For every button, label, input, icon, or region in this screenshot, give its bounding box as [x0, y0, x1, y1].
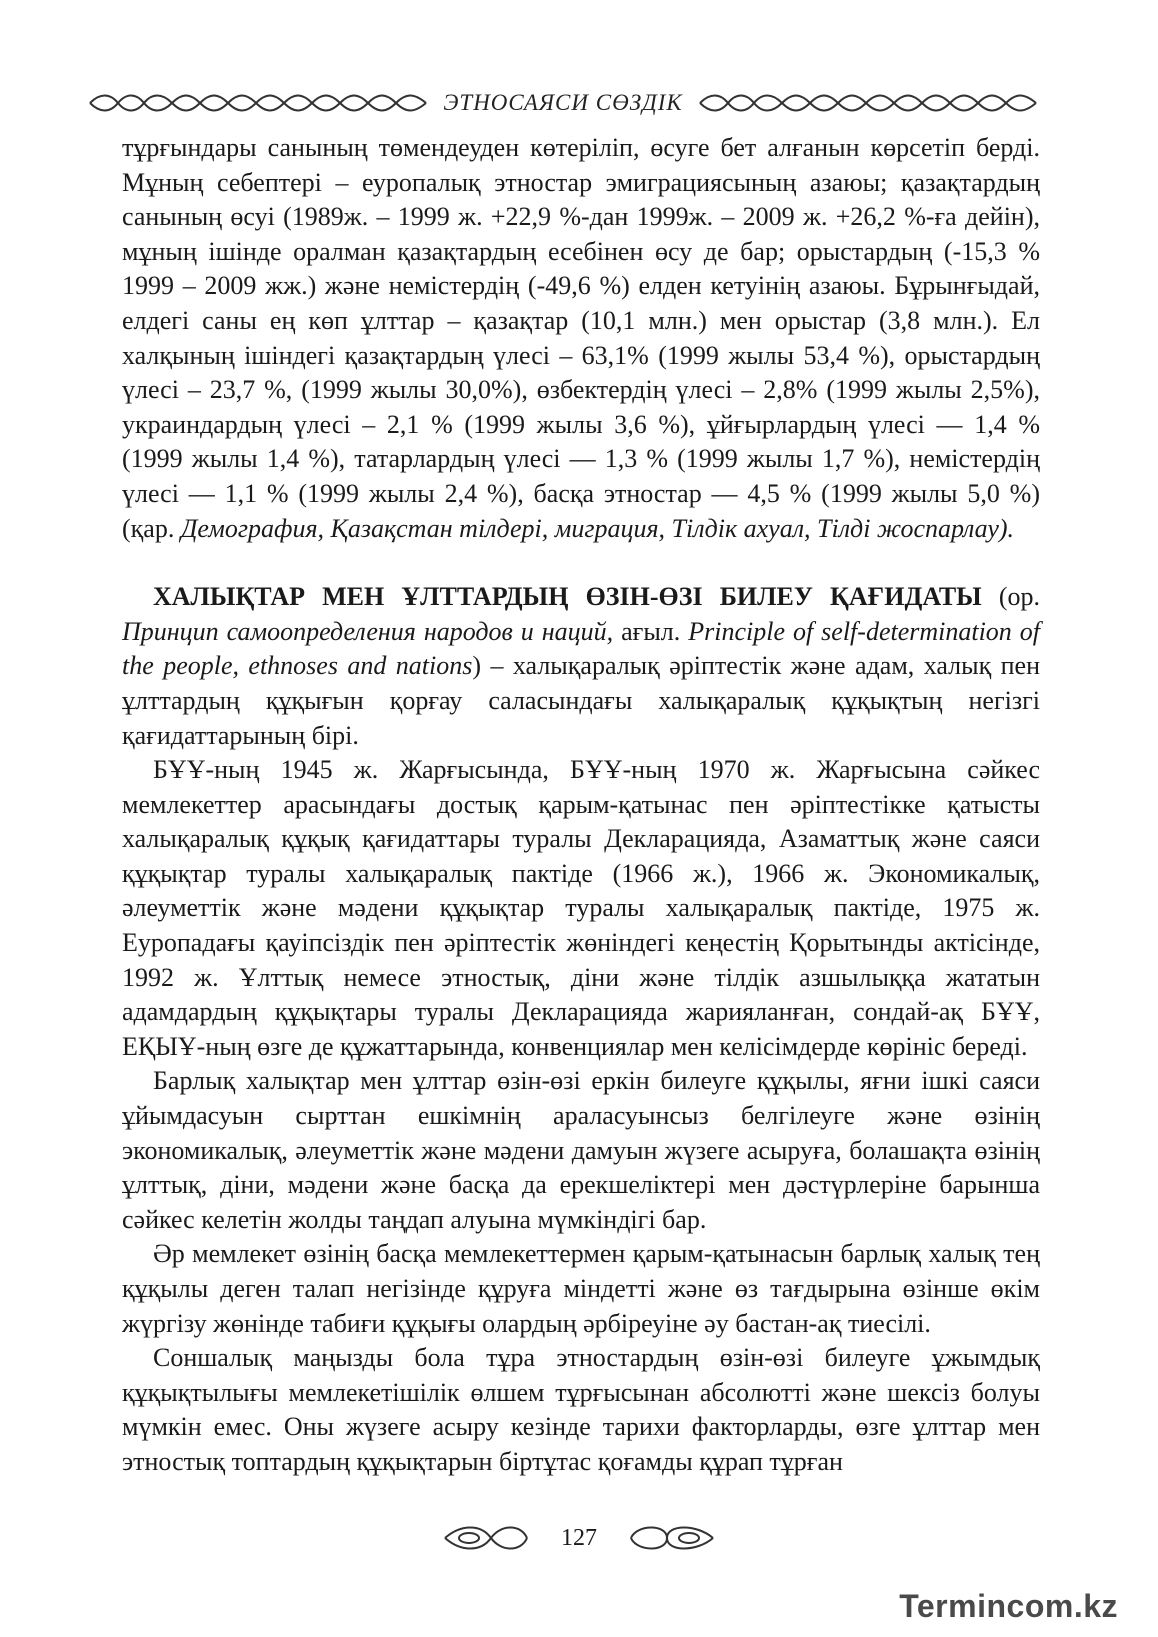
cross-reference: Демография, Қазақстан тілдері, миграция, Тілдік ахуал, Тілді жоспарлау).	[174, 513, 1015, 543]
ref-open: (	[122, 513, 131, 543]
ornament-left-icon	[88, 91, 428, 115]
running-header	[88, 88, 1038, 118]
paragraph: Әр мемлекет өзінің басқа мемлекеттермен қарым-қатынасын барлық халық тең құқылы деген талап негізінде құруға міндетті және өз тағдырына өзінше өкім жүргізу жөнінде табиғи құқығы олардың әрбіреуіне әу бастан-ақ тиесілі.	[122, 1239, 1040, 1338]
entry-headword: ХАЛЫҚТАР МЕН ҰЛТТАРДЫҢ ӨЗІН-ӨЗІ БИЛЕУ ҚАҒИДАТЫ	[153, 582, 982, 612]
flourish-right-icon	[627, 1522, 717, 1554]
page-number: 127	[561, 1524, 597, 1551]
flourish-left-icon	[441, 1522, 531, 1554]
watermark: Termincom.kz	[899, 1588, 1118, 1624]
paragraph: Соншалық маңызды бола тұра этностардың өзін-өзі билеуге ұжымдық құқықтылығы мемлекетішілік өлшем тұрғысынан абсолютті және шексіз болуы мүмкін емес. Оны жүзеге асыру кезінде тарихи факторларды, өзге ұлттар мен этностық топтардың құқықтарын біртұтас қоғамды құрап тұрған	[122, 1343, 1040, 1476]
entry-russian-term: Принцип самоопределения народов и наций,	[122, 616, 614, 646]
dictionary-entry	[122, 580, 1040, 753]
ref-label: қар.	[130, 513, 175, 543]
ornament-right-icon	[698, 91, 1038, 115]
entry-definition: ) – халықаралық әріптестік және адам, халық пен ұлттардың құқығын қорғау саласындағы халықаралық құқықтың негізгі қағидаттарының бірі.	[122, 651, 1040, 750]
entry-ru-label: (ор.	[981, 582, 1040, 612]
paragraph: БҰҰ-ның 1945 ж. Жарғысында, БҰҰ-ның 1970 ж. Жарғысына сәйкес мемлекеттер арасындағы достық қарым-қатынас пен әріптестікке қатысты халықаралық құқық қағидаттары туралы Декларацияда, Азаматтық және саяси құқықтар туралы халықаралық пактіде (1966 ж.), 1966 ж. Экономикалық, әлеуметтік және мәдени құқықтар туралы халықаралық пактіде, 1975 ж. Еуропадағы қауіпсіздік пен әріптестік жөніндегі кеңестің Қорытынды актісінде, 1992 ж. Ұлттық немесе этностық, діни және тілдік азшылыққа жататын адамдардың құқықтары туралы Декларацияда жарияланған, сондай-ақ БҰҰ, ЕҚЫҰ-ның өзге де құжаттарында, конвенциялар мен келісімдерде көрініс береді.	[122, 755, 1040, 1061]
header-title: ЭТНОСАЯСИ СӨЗДІК	[443, 90, 683, 115]
paragraph-text: тұрғындары санының төмендеуден көтеріліп, өсуге бет алғанын көрсетіп берді. Мұның себептері – еуропалық этностар эмиграциясының азаюы; қазақтардың санының өсуі (1989ж. – 1999 ж. +22,9 %-дан 1999ж. – 2009 ж. +26,2 %-ға дейін), мұның ішінде оралман қазақтардың есебінен өсу де бар; орыстардың (-15,3 % 1999 – 2009 жж.) және немістердің (-49,6 %) елден кетуінің азаюы. Бұрынғыдай, елдегі саны ең көп ұлттар – қазақтар (10,1 млн.) мен орыстар (3,8 млн.). Ел халқының ішіндегі қазақтардың үлесі – 63,1% (1999 жылы 53,4 %), орыстардың үлесі – 23,7 %, (1999 жылы 30,0%), өзбектердің үлесі – 2,8% (1999 жылы 2,5%), украиндардың үлесі – 2,1 % (1999 жылы 3,6 %), ұйғырлардың үлесі — 1,4 % (1999 жылы 1,4 %), татарлардың үлесі — 1,3 % (1999 жылы 1,7 %), немістердің үлесі — 1,1 % (1999 жылы 2,4 %), басқа этностар — 4,5 % (1999 жылы 5,0 %)	[122, 133, 1040, 508]
page-content	[122, 131, 1040, 1480]
entry-english-term: Principle of self-determination of the people, ethnoses and nations	[122, 616, 1040, 681]
page-footer	[0, 1518, 1158, 1558]
entry-en-label: ағыл.	[613, 616, 689, 646]
paragraph-continued	[122, 131, 1040, 546]
paragraph: Барлық халықтар мен ұлттар өзін-өзі еркін билеуге құқылы, яғни ішкі саяси ұйымдасуын сырттан ешкімнің араласуынсыз белгілеуге және өзінің экономикалық, әлеуметтік және мәдени дамуын жүзеге асыруға, болашақта өзінің ұлттық, діни, мәдени және басқа да ерекшеліктері мен дәстүрлеріне барынша сәйкес келетін жолды таңдап алуына мүмкіндігі бар.	[122, 1066, 1040, 1234]
